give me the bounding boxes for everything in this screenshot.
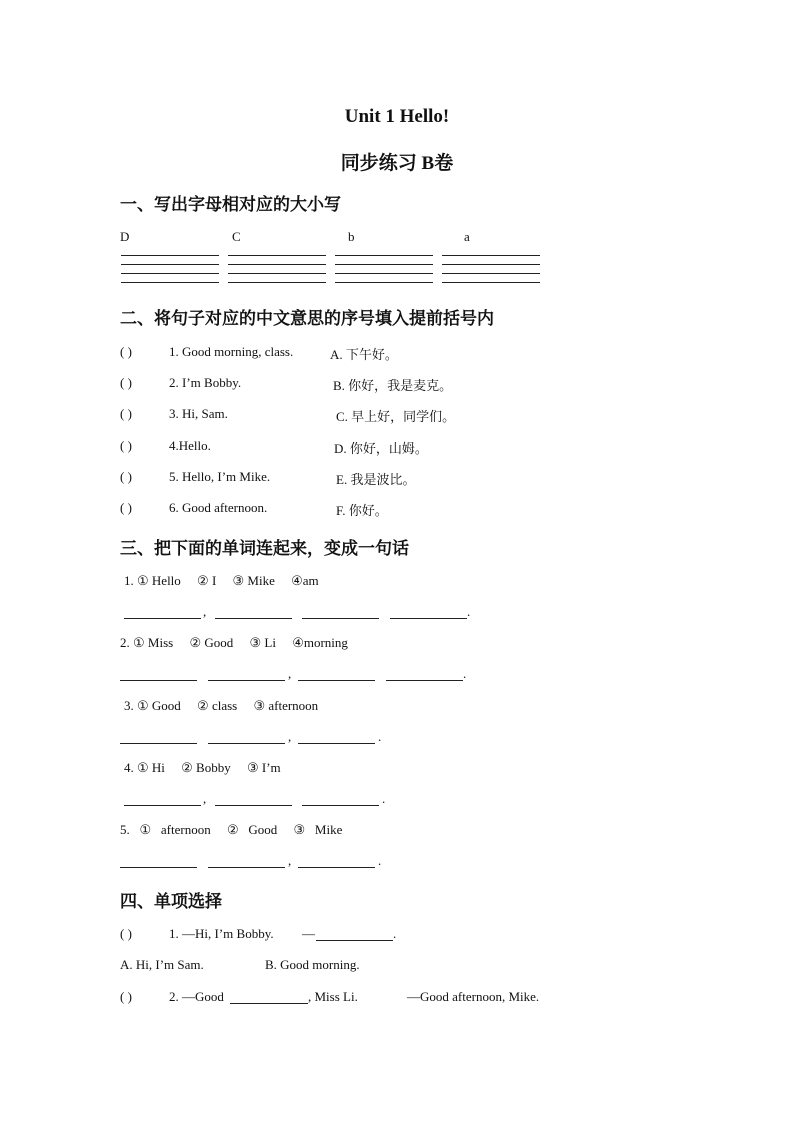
- reply-dash: —: [302, 926, 315, 941]
- word-list: 3. ① Good ② class ③ afternoon: [124, 698, 319, 713]
- sentence-cn: C. 早上好，同学们。: [336, 409, 456, 424]
- period: .: [378, 729, 382, 744]
- answer-line[interactable]: [208, 680, 285, 681]
- answer-line[interactable]: [302, 805, 379, 806]
- answer-bracket[interactable]: ( ): [120, 989, 132, 1004]
- answer-line[interactable]: [298, 743, 375, 744]
- question-text: 1. —Hi, I’m Bobby.: [169, 926, 274, 941]
- letter-1: D: [120, 229, 130, 244]
- period: .: [467, 604, 471, 619]
- sentence-cn: D. 你好，山姆。: [334, 441, 428, 456]
- answer-line[interactable]: [215, 805, 292, 806]
- answer-bracket[interactable]: ( ): [120, 375, 132, 390]
- sentence-cn: A. 下午好。: [330, 347, 398, 362]
- sentence-en: 6. Good afternoon.: [169, 500, 268, 515]
- section-3-heading: 三、把下面的单词连起来，变成一句话: [120, 539, 409, 559]
- answer-line[interactable]: [298, 680, 375, 681]
- answer-line[interactable]: [215, 618, 292, 619]
- section-1-heading: 一、写出字母相对应的大小写: [120, 195, 341, 215]
- answer-line[interactable]: [120, 680, 197, 681]
- answer-line[interactable]: [124, 618, 201, 619]
- writing-line: [335, 282, 433, 283]
- sentence-en: 1. Good morning, class.: [169, 344, 294, 359]
- writing-line: [228, 273, 326, 274]
- writing-line: [121, 255, 219, 256]
- sentence-en: 5. Hello, I’m Mike.: [169, 469, 271, 484]
- answer-line[interactable]: [230, 1003, 308, 1004]
- answer-line[interactable]: [124, 805, 201, 806]
- writing-line: [335, 255, 433, 256]
- section-2-heading: 二、将句子对应的中文意思的序号填入提前括号内: [120, 309, 494, 329]
- comma: ,: [288, 666, 292, 681]
- sentence-en: 3. Hi, Sam.: [169, 406, 228, 421]
- writing-line: [228, 255, 326, 256]
- question-text: 2. —Good: [169, 989, 224, 1004]
- writing-line: [121, 264, 219, 265]
- sentence-cn: F. 你好。: [336, 503, 388, 518]
- answer-bracket[interactable]: ( ): [120, 926, 132, 941]
- writing-line: [228, 264, 326, 265]
- answer-bracket[interactable]: ( ): [120, 500, 132, 515]
- section-4-heading: 四、单项选择: [120, 892, 222, 912]
- writing-line: [442, 264, 540, 265]
- sentence-en: 2. I’m Bobby.: [169, 375, 242, 390]
- document-subtitle: 同步练习 B卷: [340, 153, 454, 174]
- answer-bracket[interactable]: ( ): [120, 438, 132, 453]
- period: .: [463, 666, 467, 681]
- writing-line: [335, 273, 433, 274]
- letter-4: a: [464, 229, 470, 244]
- period: .: [378, 853, 382, 868]
- answer-line[interactable]: [298, 867, 375, 868]
- sentence-en: 4.Hello.: [169, 438, 211, 453]
- sentence-cn: E. 我是波比。: [336, 472, 416, 487]
- answer-line[interactable]: [120, 743, 197, 744]
- word-list: 1. ① Hello ② I ③ Mike ④am: [124, 573, 319, 588]
- answer-line[interactable]: [316, 940, 393, 941]
- reply-text: —Good afternoon, Mike.: [407, 989, 540, 1004]
- comma: ,: [203, 791, 207, 806]
- writing-line: [121, 273, 219, 274]
- answer-line[interactable]: [208, 743, 285, 744]
- option-a: A. Hi, I’m Sam.: [120, 957, 204, 972]
- question-text-after: , Miss Li.: [308, 989, 358, 1004]
- document-title: Unit 1 Hello!: [344, 106, 450, 127]
- letter-2: C: [232, 229, 241, 244]
- word-list: 2. ① Miss ② Good ③ Li ④morning: [120, 635, 348, 650]
- period: .: [393, 926, 397, 941]
- answer-bracket[interactable]: ( ): [120, 344, 132, 359]
- answer-bracket[interactable]: ( ): [120, 469, 132, 484]
- answer-line[interactable]: [386, 680, 463, 681]
- answer-line[interactable]: [302, 618, 379, 619]
- writing-line: [228, 282, 326, 283]
- period: .: [382, 791, 386, 806]
- answer-line[interactable]: [120, 867, 197, 868]
- comma: ,: [203, 604, 207, 619]
- answer-line[interactable]: [208, 867, 285, 868]
- writing-line: [442, 255, 540, 256]
- comma: ,: [288, 853, 292, 868]
- word-list: 4. ① Hi ② Bobby ③ I’m: [124, 760, 281, 775]
- word-list: 5. ① afternoon ② Good ③ Mike: [120, 822, 343, 837]
- answer-bracket[interactable]: ( ): [120, 406, 132, 421]
- writing-line: [335, 264, 433, 265]
- sentence-cn: B. 你好，我是麦克。: [333, 378, 453, 393]
- option-b: B. Good morning.: [265, 957, 360, 972]
- answer-line[interactable]: [390, 618, 467, 619]
- writing-line: [121, 282, 219, 283]
- comma: ,: [288, 729, 292, 744]
- letter-3: b: [348, 229, 355, 244]
- writing-line: [442, 273, 540, 274]
- writing-line: [442, 282, 540, 283]
